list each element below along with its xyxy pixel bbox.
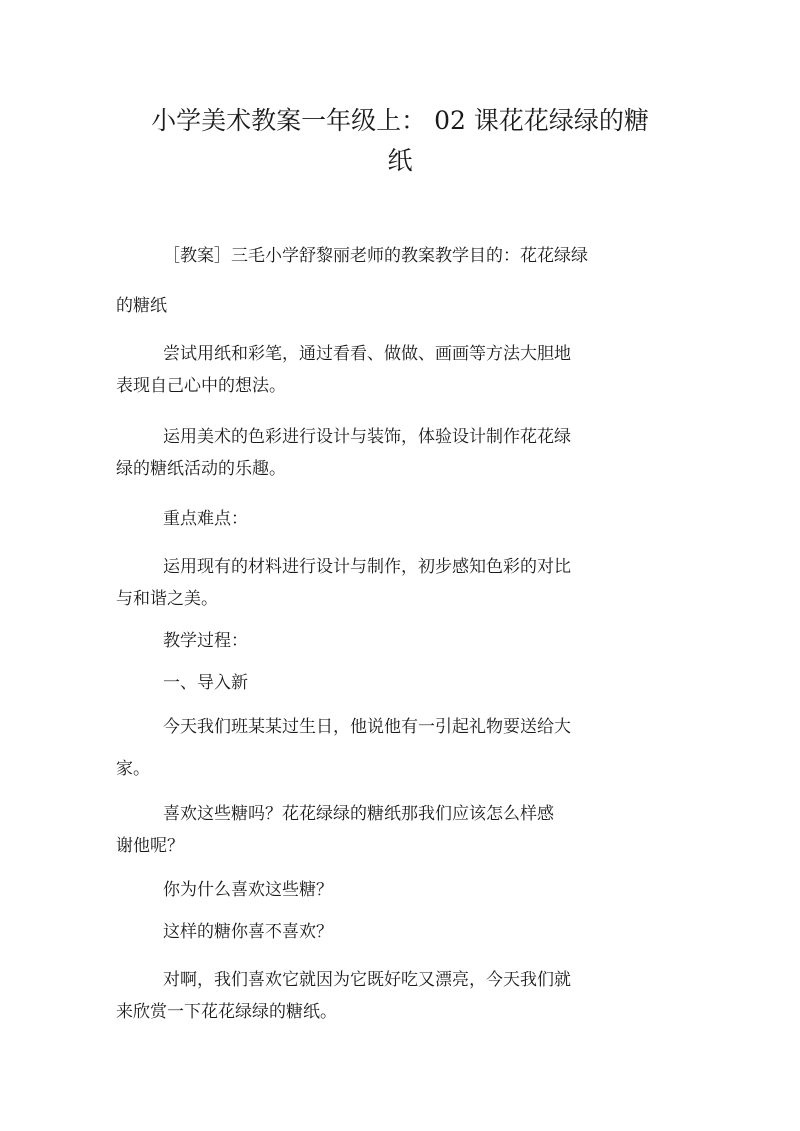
- question-1: 你为什么喜欢这些糖？: [163, 880, 333, 900]
- process-heading: 教学过程：: [163, 631, 248, 651]
- goal-2-line-1: 运用美术的色彩进行设计与装饰，体验设计制作花花绿: [163, 427, 571, 447]
- document-title-line-2: 纸: [387, 146, 413, 175]
- para-3-line-2: 来欣赏一下花花绿绿的糖纸。: [116, 1002, 337, 1022]
- goal-2-line-2: 绿的糖纸活动的乐趣。: [116, 459, 286, 479]
- para-1-line-1: 今天我们班某某过生日，他说他有一引起礼物要送给大: [163, 717, 571, 737]
- para-1-line-2: 家。: [116, 759, 150, 779]
- goal-1-line-2: 表现自己心中的想法。: [116, 376, 286, 396]
- key-points-line-1: 运用现有的材料进行设计与制作，初步感知色彩的对比: [163, 557, 571, 577]
- key-points-heading: 重点难点：: [163, 509, 248, 529]
- para-2-line-2: 谢他呢？: [116, 836, 184, 856]
- para-2-line-1: 喜欢这些糖吗？花花绿绿的糖纸那我们应该怎么样感: [163, 804, 554, 824]
- goal-1-line-1: 尝试用纸和彩笔，通过看看、做做、画画等方法大胆地: [163, 344, 571, 364]
- para-3-line-1: 对啊，我们喜欢它就因为它既好吃又漂亮，今天我们就: [163, 970, 571, 990]
- question-2: 这样的糖你喜不喜欢？: [163, 922, 333, 942]
- section-one-heading: 一、导入新: [163, 673, 248, 693]
- document-title-line-1: 小学美术教案一年级上： 02 课花花绿绿的糖: [151, 106, 649, 135]
- intro-line-1: ［教案］三毛小学舒黎丽老师的教案教学目的：花花绿绿: [163, 246, 588, 266]
- intro-line-2: 的糖纸: [116, 296, 167, 316]
- key-points-line-2: 与和谐之美。: [116, 589, 218, 609]
